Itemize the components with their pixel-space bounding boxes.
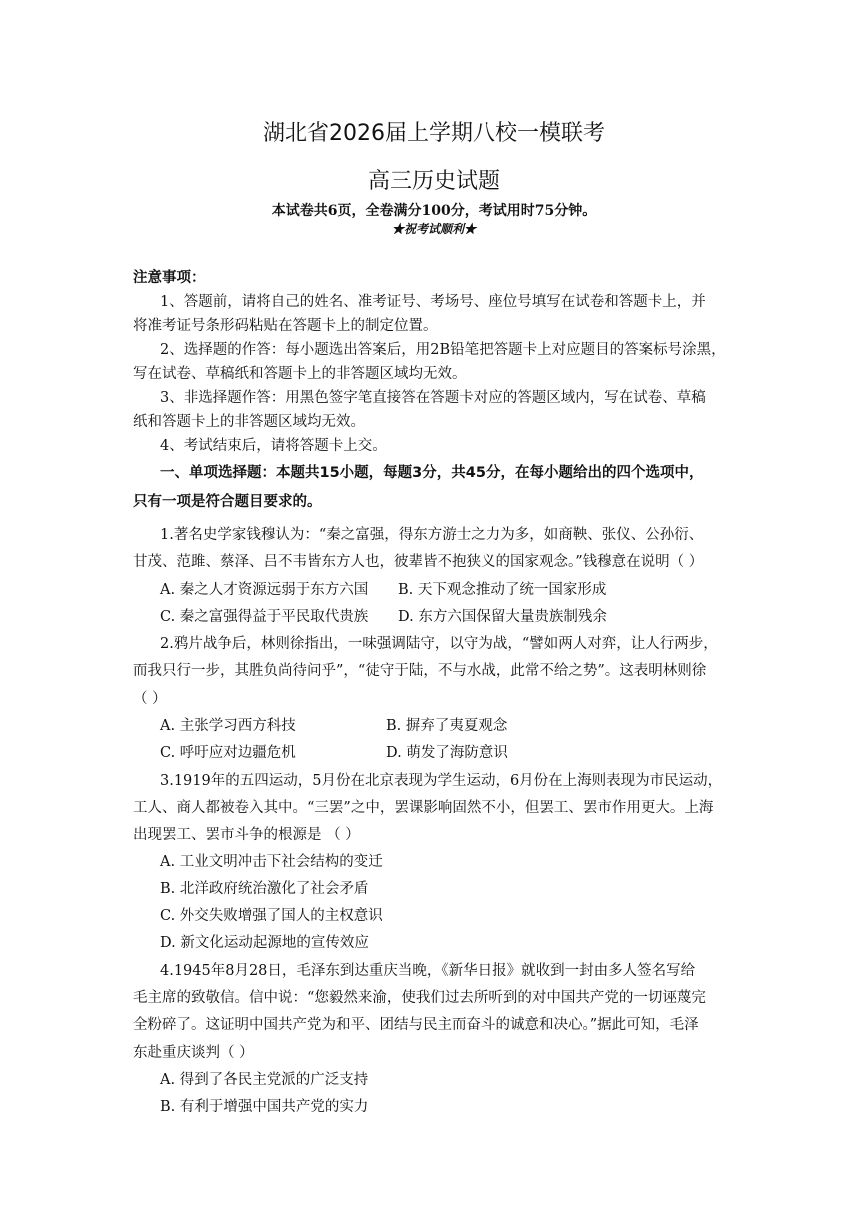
- option-d: D. 新文化运动起源地的宣传效应: [160, 935, 369, 951]
- question-text: 3.1919年的五四运动，5月份在北京表现为学生运动，6月份在上海则表现为市民运动，: [160, 773, 723, 789]
- question-text: 全粉碎了。这证明中国共产党为和平、团结与民主而奋斗的诚意和决心。”据此可知，毛泽: [133, 1017, 699, 1033]
- option-d: D. 萌发了海防意识: [386, 745, 508, 761]
- question-text: 甘茂、范雎、蔡泽、吕不韦皆东方人也，彼辈皆不抱狭义的国家观念。”钱穆意在说明（ ）: [133, 554, 704, 570]
- notice-line: 纸和答题卡上的非答题区域均无效。: [133, 414, 365, 430]
- notice-line: 写在试卷、草稿纸和答题卡上的非答题区域均无效。: [133, 366, 467, 382]
- notice-line: 3、非选择题作答：用黑色签字笔直接答在答题卡对应的答题区域内，写在试卷、草稿: [160, 390, 706, 406]
- notice-line: 将准考证号条形码粘贴在答题卡上的制定位置。: [133, 318, 438, 334]
- good-luck-text: ★祝考试顺利★: [391, 222, 476, 236]
- question-text: 4.1945年8月28日，毛泽东到达重庆当晚，《新华日报》就收到一封由多人签名写给: [160, 963, 696, 979]
- option-b: B. 天下观念推动了统一国家形成: [398, 582, 607, 598]
- exam-title: 湖北省2026届上学期八校一模联考: [263, 121, 605, 146]
- question-text: 1.著名史学家钱穆认为：“秦之富强，得东方游士之力为多，如商鞅、张仪、公孙衍、: [160, 527, 704, 543]
- notice-heading: 注意事项：: [133, 270, 206, 286]
- option-a: A. 主张学习西方科技: [160, 718, 296, 734]
- question-text: 2.鸦片战争后，林则徐指出，一味强调陆守，以守为战，“譬如两人对弈，让人行两步，: [160, 636, 718, 652]
- option-b: B. 摒弃了夷夏观念: [386, 718, 508, 734]
- notice-line: 2、选择题的作答：每小题选出答案后，用2B铅笔把答题卡上对应题目的答案标号涂黑，: [160, 342, 726, 358]
- notice-line: 4、考试结束后，请将答题卡上交。: [160, 438, 387, 454]
- option-b: B. 北洋政府统治激化了社会矛盾: [160, 881, 369, 897]
- question-text: 出现罢工、罢市斗争的根源是 （ ）: [133, 827, 360, 843]
- subject-title: 高三历史试题: [367, 169, 500, 194]
- option-c: C. 呼吁应对边疆危机: [160, 745, 296, 761]
- option-c: C. 秦之富强得益于平民取代贵族: [160, 609, 369, 625]
- section-heading: 只有一项是符合题目要求的。: [133, 494, 322, 510]
- exam-info: 本试卷共6页，全卷满分100分，考试用时75分钟。: [271, 203, 597, 219]
- option-c: C. 外交失败增强了国人的主权意识: [160, 908, 383, 924]
- option-b: B. 有利于增强中国共产党的实力: [160, 1099, 369, 1115]
- option-a: A. 得到了各民主党派的广泛支持: [160, 1072, 369, 1088]
- question-text: 毛主席的致敬信。信中说：“您毅然来渝，使我们过去所听到的对中国共产党的一切诬蔑完: [133, 990, 706, 1006]
- question-text: 工人、商人都被卷入其中。“三罢”之中，罢课影响固然不小，但罢工、罢市作用更大。上海: [133, 800, 714, 816]
- question-text: 而我只行一步，其胜负尚待问乎”，“徒守于陆，不与水战，此常不给之势”。这表明林则徐: [133, 663, 707, 679]
- option-a: A. 工业文明冲击下社会结构的变迁: [160, 854, 383, 870]
- question-text: （ ）: [133, 691, 167, 707]
- option-a: A. 秦之人才资源远弱于东方六国: [160, 582, 369, 598]
- notice-line: 1、答题前，请将自己的姓名、准考证号、考场号、座位号填写在试卷和答题卡上，并: [160, 294, 706, 310]
- section-heading: 一、单项选择题：本题共15小题，每题3分，共45分，在每小题给出的四个选项中，: [160, 465, 704, 481]
- question-text: 东赴重庆谈判（ ）: [133, 1045, 254, 1061]
- option-d: D. 东方六国保留大量贵族制残余: [398, 609, 607, 625]
